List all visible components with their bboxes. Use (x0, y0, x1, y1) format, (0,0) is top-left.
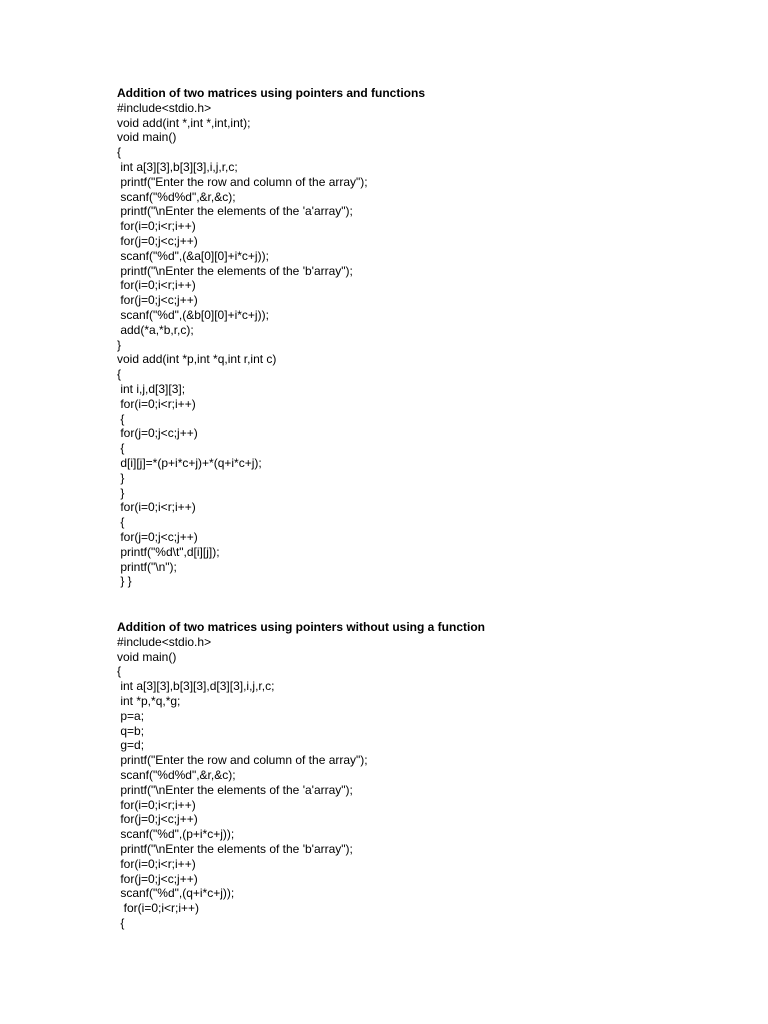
section-heading: Addition of two matrices using pointers without using a function (117, 620, 485, 634)
code-line: printf("Enter the row and column of the array"); (117, 753, 368, 768)
code-line: for(j=0;j<c;j++) (117, 233, 198, 248)
code-line: for(i=0;i<r;i++) (117, 278, 196, 293)
code-block (117, 635, 677, 931)
code-line: { (117, 145, 122, 160)
code-line: scanf("%d%d",&r,&c); (117, 189, 236, 204)
code-line: void add(int *p,int *q,int r,int c) (117, 352, 277, 367)
code-line: printf("Enter the row and column of the array"); (117, 174, 368, 189)
code-line: } (117, 337, 122, 352)
code-line: } } (117, 574, 132, 589)
code-line: #include<stdio.h> (117, 100, 212, 115)
code-line: for(i=0;i<r;i++) (117, 856, 196, 871)
code-line: for(j=0;j<c;j++) (117, 871, 198, 886)
code-line: scanf("%d",(p+i*c+j)); (117, 827, 235, 842)
code-line: void add(int *,int *,int,int); (117, 115, 251, 130)
code-block (117, 101, 677, 589)
code-line: for(j=0;j<c;j++) (117, 529, 198, 544)
code-line: printf("\nEnter the elements of the 'b'array"); (117, 263, 353, 278)
code-line: printf("\nEnter the elements of the 'b'array"); (117, 841, 353, 856)
code-line: printf("%d\t",d[i][j]); (117, 544, 220, 559)
code-line: p=a; (117, 708, 145, 723)
code-line: for(i=0;i<r;i++) (117, 901, 200, 916)
code-line: void main() (117, 649, 177, 664)
code-line: for(j=0;j<c;j++) (117, 293, 198, 308)
section-heading: Addition of two matrices using pointers and functions (117, 86, 426, 100)
code-line: int *p,*q,*g; (117, 693, 181, 708)
code-line: q=b; (117, 723, 145, 738)
code-line: } (117, 470, 125, 485)
code-line: printf("\nEnter the elements of the 'a'array"); (117, 782, 353, 797)
code-section-without-function (117, 620, 677, 931)
code-line: add(*a,*b,r,c); (117, 322, 194, 337)
code-line: scanf("%d",(&a[0][0]+i*c+j)); (117, 248, 269, 263)
code-line: for(j=0;j<c;j++) (117, 426, 198, 441)
code-line: { (117, 367, 122, 382)
code-line: { (117, 915, 125, 930)
code-line: g=d; (117, 738, 145, 753)
code-line: d[i][j]=*(p+i*c+j)+*(q+i*c+j); (117, 455, 262, 470)
code-line: { (117, 664, 122, 679)
code-line: int a[3][3],b[3][3],i,j,r,c; (117, 159, 238, 174)
code-line: int a[3][3],b[3][3],d[3][3],i,j,r,c; (117, 679, 275, 694)
code-line: scanf("%d",(q+i*c+j)); (117, 886, 235, 901)
code-line: for(i=0;i<r;i++) (117, 396, 196, 411)
code-line: scanf("%d",(&b[0][0]+i*c+j)); (117, 307, 269, 322)
code-line: for(i=0;i<r;i++) (117, 500, 196, 515)
code-line: for(i=0;i<r;i++) (117, 797, 196, 812)
code-line: for(j=0;j<c;j++) (117, 812, 198, 827)
code-line: void main() (117, 130, 177, 145)
code-line: printf("\nEnter the elements of the 'a'array"); (117, 204, 353, 219)
code-section-with-functions (117, 86, 677, 589)
code-line: { (117, 515, 125, 530)
code-line: #include<stdio.h> (117, 634, 212, 649)
code-line: int i,j,d[3][3]; (117, 381, 186, 396)
code-line: { (117, 441, 125, 456)
code-line: printf("\n"); (117, 559, 177, 574)
code-line: { (117, 411, 125, 426)
code-line: } (117, 485, 125, 500)
code-line: scanf("%d%d",&r,&c); (117, 767, 236, 782)
code-line: for(i=0;i<r;i++) (117, 219, 196, 234)
